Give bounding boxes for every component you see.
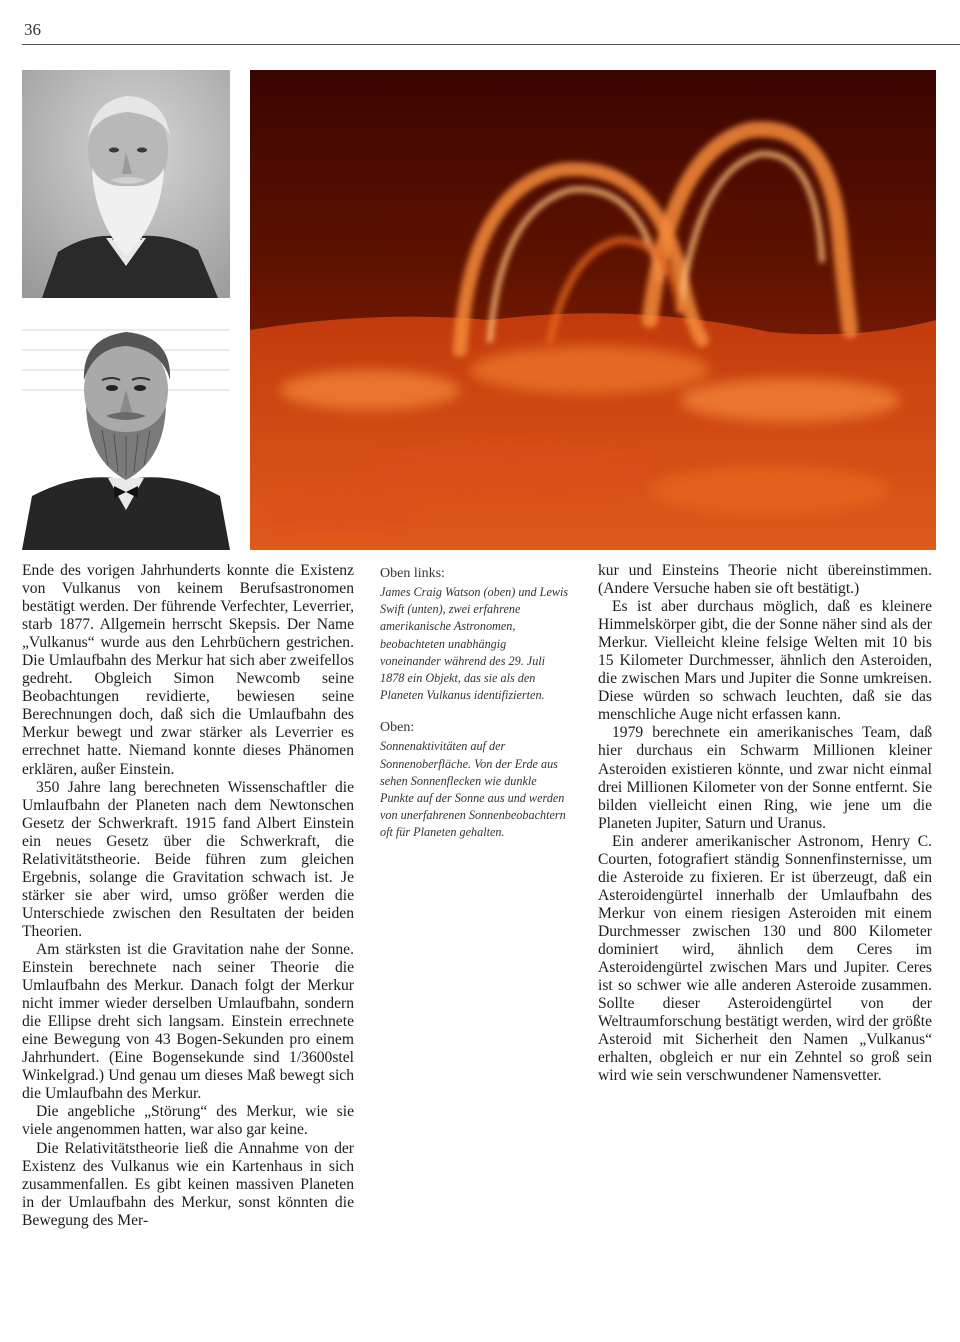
solar-prominence-photo: [250, 70, 936, 550]
paragraph: kur und Einsteins Theorie nicht übereinstimmen. (Andere Versuche haben sie oft bestätigt.): [598, 562, 932, 598]
paragraph: Die angebliche „Störung“ des Merkur, wie sie viele angenommen hatten, war also gar keine.: [22, 1103, 354, 1139]
caption-label-top: Oben links:: [380, 566, 445, 581]
page-number: 36: [24, 20, 41, 39]
paragraph: Die Relativitätstheorie ließ die Annahme von der Existenz des Vulkanus wie ein Kartenhaus in sich zusammenfallen. Es gibt keinen massiven Planeten in der Umlaufbahn des Merkur, sonst könnten die Bewegung des Mer-: [22, 1139, 354, 1229]
portrait-engraving-bearded-man-icon: [22, 310, 230, 550]
caption-label-bottom: Oben:: [380, 720, 415, 736]
paragraph: Es ist aber durchaus möglich, daß es kleinere Himmelskörper gibt, die der Sonne näher sind als der Merkur. Vielleicht kleine felsige Welten mit 10 bis 15 Kilometer Durchmesser, ähnlich den Asteroiden, die zwischen Mars und Jupiter die Sonne umkreisen. Diese würden so schwach leuchten, daß sie das menschliche Auge nicht erfassen kann.: [598, 598, 932, 724]
caption-column: [380, 566, 570, 858]
paragraph: 1979 berechnete ein amerikanisches Team, daß hier durchaus ein Schwarm Millionen kleiner Asteroiden existieren könnte, und zwar nicht einmal drei Millionen Kilometer von der Sonne entfernt. Sie bilden vielleicht einen Ring, wie jene um die Planeten Jupiter, Saturn und Uranus.: [598, 724, 932, 832]
paragraph: Ein anderer amerikanischer Astronom, Henry C. Courten, fotografiert ständig Sonnenfinsternisse, um die Asteroide zu fixieren. Er ist überzeugt, daß ein Asteroidengürtel innerhalb der Umlaufbahn des Merkur von einem riesigen Asteroiden mit einem Durchmesser zwischen 130 und 800 Kilometer dominiert wird, ähnlich dem Ceres im Asteroidengürtel zwischen Mars und Jupiter. Ceres ist so schwer wie alle anderen Asteroide zusammen. Sollte dieser Asteroidengürtel von der Weltraumforschung bestätigt werden, wird der größte Asteroid mit Sicherheit den Namen „Vulkanus“ erhalten, obgleich er nur ein Zehntel so groß sein wird wie sein verschwundener Namensvetter.: [598, 832, 932, 1085]
body-column-right: [598, 562, 932, 1085]
portrait-engraving-bearded-man-icon: [22, 70, 230, 298]
portrait-swift-photo: [22, 310, 230, 550]
header-rule: [22, 44, 960, 45]
paragraph: 350 Jahre lang berechneten Wissenschaftler die Umlaufbahn der Planeten nach dem Newtonschen Gesetz der Schwerkraft. 1915 fand Albert Einstein ein neues Gesetz über die Schwerkraft, die Relativitätstheorie. Beide führen zum gleichen Ergebnis, solange die Gravitation schwach ist. Je stärker sie aber wird, umso größer werden die Unterschiede zwischen den Resultaten der beiden Theorien.: [22, 778, 354, 940]
caption-text-top: James Craig Watson (oben) und Lewis Swift (unten), zwei erfahrene amerikanische Astronomen, beobachteten unabhängig voneinander während des 29. Juli 1878 ein Objekt, das sie als den Planeten Vulkanus identifizierten.: [380, 585, 569, 703]
paragraph: Ende des vorigen Jahrhunderts konnte die Existenz von Vulkanus von keinem Berufsastronomen bestätigt werden. Der führende Verfechter, Leverrier, starb 1877. Allgemein herrscht Skepsis. Der Name „Vulkanus“ wurde aus den Lehrbüchern gestrichen. Die Umlaufbahn des Merkur hat sich aber zweifellos gedreht. Obgleich Simon Newcomb seine Beobachtungen revidierte, bewiesen seine Berechnungen doch, daß sich die Umlaufbahn des Merkur bewegt und zwar stärker als Leverrier es errechnet hatte. Niemand konnte dieses Phänomen erklären, außer Einstein.: [22, 562, 354, 778]
body-column-left: [22, 562, 354, 1230]
portrait-watson-photo: [22, 70, 230, 298]
caption-text-bottom: Sonnenaktivitäten auf der Sonnenoberfläche. Von der Erde aus sehen Sonnenflecken wie dunkle Punkte auf der Sonne aus und werden von unerfahrenen Sonnenbeobachtern oft für Planeten gehalten.: [380, 739, 566, 840]
paragraph: Am stärksten ist die Gravitation nahe der Sonne. Einstein berechnete nach seiner Theorie die Umlaufbahn des Merkur. Danach folgt der Merkur nicht immer wieder derselben Umlaufbahn, sondern die Ellipse dreht sich langsam. Einstein errechnete eine Bewegung von 43 Bogen-Sekunden pro einem Jahrhundert. (Eine Bogensekunde sind 1/3600stel Winkelgrad.) Und genau um dieses Maß bewegt sich die Umlaufbahn des Merkur.: [22, 940, 354, 1103]
solar-prominence-photo-icon: [250, 70, 936, 550]
